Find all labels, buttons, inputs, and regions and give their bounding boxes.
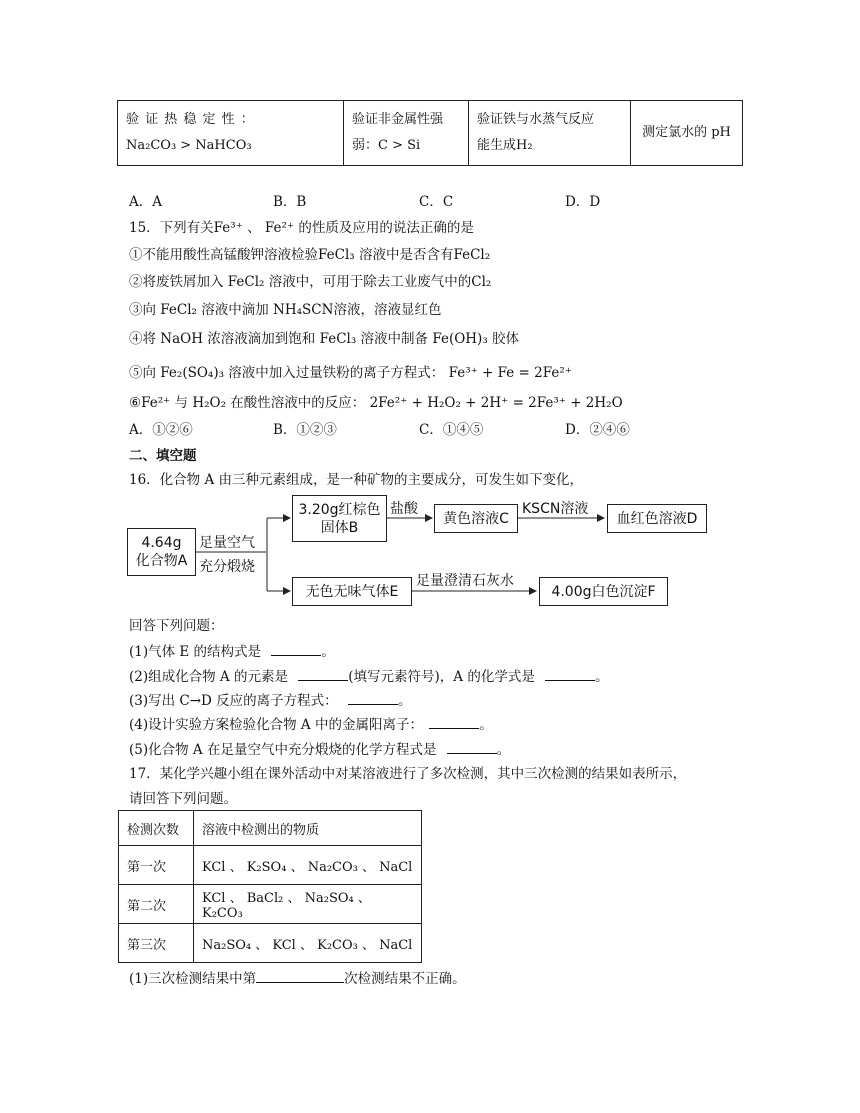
sub-question-text: (2)组成化合物 A 的元素是 <box>129 669 288 685</box>
period: 。 <box>321 644 335 660</box>
answer-blank[interactable] <box>298 668 348 681</box>
arrow-label-hcl: 盐酸 <box>390 501 418 517</box>
compound-a-label: 4.64g 化合物A <box>135 535 188 569</box>
table-row <box>119 924 422 963</box>
q15-option-a: A．①②⑥ <box>129 422 193 438</box>
table-cell <box>631 101 743 166</box>
option-b: B．B <box>273 194 307 210</box>
answer-prompt: 回答下列问题： <box>129 618 224 634</box>
q15-option-d: D．②④⑥ <box>565 422 630 438</box>
cell-text: 弱：C > Si <box>352 138 421 153</box>
answer-blank[interactable] <box>348 692 398 705</box>
arrow-label-calcine: 充分煅烧 <box>199 559 255 575</box>
answer-blank[interactable] <box>429 716 479 729</box>
cell-text: 测定氯水的 pH <box>642 125 731 140</box>
q16-sub-1 <box>129 640 335 660</box>
table-cell <box>118 101 344 166</box>
table-cell: KCl 、 BaCl₂ 、 Na₂SO₄ 、 K₂CO₃ <box>194 885 422 924</box>
cell-text: 验证非金属性强 <box>352 112 444 127</box>
header-cell: 检测次数 <box>119 811 194 846</box>
q16-sub-5 <box>129 738 510 758</box>
question-16-stem: 16．化合物 A 由三种元素组成，是一种矿物的主要成分，可发生如下变化， <box>129 472 584 488</box>
q16-sub-4 <box>129 713 493 733</box>
table-cell: 第三次 <box>119 924 194 963</box>
q16-sub-3 <box>129 689 411 709</box>
cell-text: 能生成H₂ <box>477 138 533 153</box>
table-row <box>119 885 422 924</box>
table-cell: Na₂SO₄ 、 KCl 、 K₂CO₃ 、 NaCl <box>194 924 422 963</box>
solution-c-label: 黄色溶液C <box>443 510 509 527</box>
q15-item-2: ②将废铁屑加入 FeCl₂ 溶液中，可用于除去工业废气中的Cl₂ <box>129 274 492 290</box>
question-15-stem: 15．下列有关Fe³⁺ 、 Fe²⁺ 的性质及应用的说法正确的是 <box>129 220 474 236</box>
period: 。 <box>479 717 493 733</box>
sub-question-text: (3)写出 C→D 反应的离子方程式： <box>129 693 338 709</box>
q15-option-b: B．①②③ <box>273 422 337 438</box>
period: 。 <box>397 693 412 709</box>
q15-item-6: ⑥Fe²⁺ 与 H₂O₂ 在酸性溶液中的反应： 2Fe²⁺ + H₂O₂ + 2H⁺ = 2Fe³⁺ + 2H₂O <box>129 395 623 411</box>
period: 。 <box>496 742 511 758</box>
option-a: A．A <box>129 194 162 210</box>
solid-b-box <box>292 495 387 542</box>
q16-sub-2 <box>129 665 609 685</box>
cell-text: Na₂CO₃ > NaHCO₃ <box>126 138 252 153</box>
sub-question-text: (1)三次检测结果中第 <box>129 971 257 987</box>
answer-blank[interactable] <box>545 668 595 681</box>
period: 。 <box>595 669 609 685</box>
sub-question-text: (填写元素符号)，A 的化学式是 <box>348 669 535 685</box>
table-cell: 第一次 <box>119 846 194 885</box>
table-header-row <box>119 811 422 846</box>
answer-blank[interactable] <box>447 741 497 754</box>
table-row <box>119 846 422 885</box>
solution-d-box <box>607 504 707 533</box>
sub-question-text: 次检测结果不正确。 <box>344 971 466 987</box>
arrow-label-air: 足量空气 <box>199 535 255 551</box>
table-cell: KCl 、 K₂SO₄ 、 Na₂CO₃ 、 NaCl <box>194 846 422 885</box>
arrow-label-kscn: KSCN溶液 <box>522 501 589 517</box>
precipitate-f-label: 4.00g白色沉淀F <box>551 583 656 600</box>
q17-sub-1 <box>129 967 466 987</box>
solution-c-box <box>434 504 518 533</box>
header-cell: 溶液中检测出的物质 <box>194 811 422 846</box>
solution-d-label: 血红色溶液D <box>616 510 698 527</box>
table-cell <box>344 101 469 166</box>
option-d: D．D <box>565 194 601 210</box>
precipitate-f-box <box>539 577 668 606</box>
question-17-stem-2: 请回答下列问题。 <box>129 791 237 807</box>
gas-e-label: 无色无味气体E <box>305 583 399 600</box>
gas-e-box <box>292 577 412 606</box>
sub-question-text: (5)化合物 A 在足量空气中充分煅烧的化学方程式是 <box>129 742 437 758</box>
q15-option-c: C．①④⑤ <box>419 422 484 438</box>
compound-a-box <box>127 528 196 576</box>
q15-item-3: ③向 FeCl₂ 溶液中滴加 NH₄SCN溶液，溶液显红色 <box>129 302 442 318</box>
arrow-label-limewater: 足量澄清石灰水 <box>416 573 514 589</box>
table-cell: 第二次 <box>119 885 194 924</box>
answer-blank[interactable] <box>271 643 321 656</box>
q15-item-5: ⑤向 Fe₂(SO₄)₃ 溶液中加入过量铁粉的离子方程式： Fe³⁺ + Fe = 2Fe²⁺ <box>129 365 572 381</box>
sub-question-text: (1)气体 E 的结构式是 <box>129 644 262 660</box>
solid-b-label: 3.20g红棕色 固体B <box>298 501 381 536</box>
q15-item-4: ④将 NaOH 浓溶液滴加到饱和 FeCl₃ 溶液中制备 Fe(OH)₃ 胶体 <box>129 331 520 347</box>
answer-blank[interactable] <box>256 970 344 983</box>
cell-text: 验 证 热 稳 定 性 ： <box>126 112 255 127</box>
detection-results-table <box>118 810 422 963</box>
question-17-stem: 17．某化学兴趣小组在课外活动中对某溶液进行了多次检测，其中三次检测的结果如表所示， <box>129 766 687 782</box>
top-options-table <box>117 100 743 166</box>
section-title: 二、填空题 <box>129 448 197 464</box>
table-cell <box>469 101 631 166</box>
option-c: C．C <box>419 194 454 210</box>
reaction-flow-diagram <box>126 490 698 610</box>
sub-question-text: (4)设计实验方案检验化合物 A 中的金属阳离子： <box>129 717 423 733</box>
cell-text: 验证铁与水蒸气反应 <box>477 112 595 127</box>
q15-item-1: ①不能用酸性高锰酸钾溶液检验FeCl₃ 溶液中是否含有FeCl₂ <box>129 247 491 263</box>
